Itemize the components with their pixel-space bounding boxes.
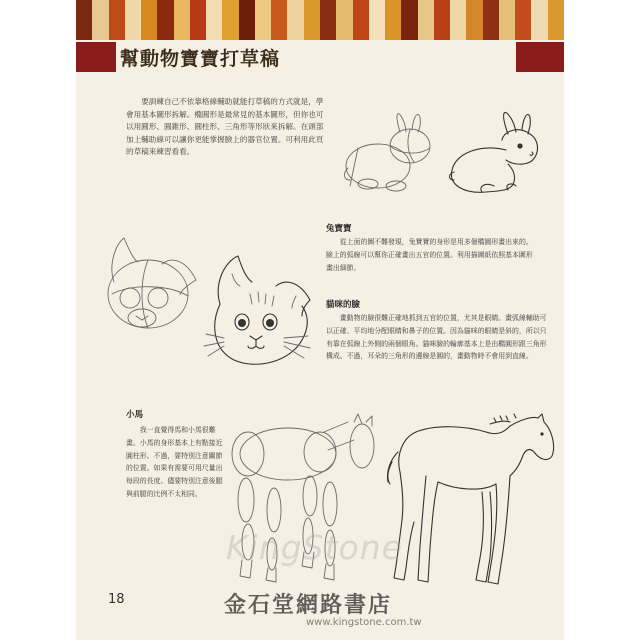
watermark-brand: KingStone (226, 528, 403, 567)
header-stripe (418, 0, 434, 40)
intro-paragraph: 要訓練自己不依靠格線輔助就能打草稿的方式就是，學會用基本圖形拆解。橢圓形是最常見的基本圖形，但你也可以用圓形、圓錐形、圓柱形、三角形等形狀來拆解。在頭部加上輔助線可以讓你更能掌握臉上的器官位置。可利用此頁的草稿來練習看看。 (126, 97, 324, 156)
page-title: 幫動物寶寶打草稿 (120, 48, 281, 70)
header-stripe (190, 0, 206, 40)
header-stripe (157, 0, 173, 40)
header-stripe (92, 0, 108, 40)
rabbit-section-title: 兔寶寶 (326, 224, 352, 234)
foal-section-text: 我一直覺得馬和小馬很難畫。小馬的身形基本上有點接近圓柱形。不過，要特別注意關節的位置。如果有需要可用尺量出每段的長度。儘要特別注意後腿與前腿的比例不太相同。 (126, 426, 223, 498)
header-stripe (174, 0, 190, 40)
header-stripe (109, 0, 125, 40)
header-stripe (239, 0, 255, 40)
cat-section-text: 畫動物的臉很難正確地抓到五官的位置，尤其是眼睛。畫弧線輔助可以正確、平均地分配眼睛和鼻子的位置。因為貓咪的眼睛是斜的，所以只有靠在弧線上外側的兩個眼角。貓咪臉的輪廓基本上是由橢圓形跟三角形構成。不過，耳朵的三角形的邊線是圓的，畫動物時不會用到直線。 (326, 314, 547, 361)
cat-finished-sketch (204, 254, 316, 370)
header-stripe (141, 0, 157, 40)
header-stripe (320, 0, 336, 40)
header-stripe (353, 0, 369, 40)
header-stripe (548, 0, 564, 40)
header-stripe (255, 0, 271, 40)
cat-construction-sketch (90, 234, 202, 334)
header-stripe (206, 0, 222, 40)
header-stripe (401, 0, 417, 40)
header-stripe (222, 0, 238, 40)
page-number: 18 (108, 592, 125, 607)
header-stripe (483, 0, 499, 40)
header-stripe (369, 0, 385, 40)
header-stripe (76, 0, 92, 40)
header-stripe (385, 0, 401, 40)
title-accent-left (76, 42, 116, 72)
watermark-url: www.kingstone.com.tw (306, 617, 422, 628)
header-stripe (271, 0, 287, 40)
rabbit-section-text: 從上面的圖不難發現，兔寶寶的身形是用多個橢圓形畫出來的。臉上的弧線可以幫你正確畫出五官的位置。利用描圖紙依照基本圖形畫出細節。 (326, 238, 533, 272)
header-stripe (287, 0, 303, 40)
header-stripe (515, 0, 531, 40)
header-stripes (76, 0, 564, 40)
header-stripe (304, 0, 320, 40)
foal-section-title: 小馬 (126, 410, 144, 420)
cat-section-title: 貓咪的臉 (326, 300, 361, 310)
header-stripe (450, 0, 466, 40)
title-accent-right (516, 42, 564, 72)
rabbit-construction-sketch (338, 108, 438, 198)
foal-finished-sketch (386, 412, 556, 590)
watermark-store-name: 金石堂網路書店 (224, 592, 393, 618)
title-bar (76, 42, 564, 72)
header-stripe (499, 0, 515, 40)
header-stripe (336, 0, 352, 40)
header-stripe (125, 0, 141, 40)
book-page (76, 0, 564, 640)
header-stripe (531, 0, 547, 40)
rabbit-finished-sketch (442, 106, 542, 198)
header-stripe (434, 0, 450, 40)
header-stripe (466, 0, 482, 40)
